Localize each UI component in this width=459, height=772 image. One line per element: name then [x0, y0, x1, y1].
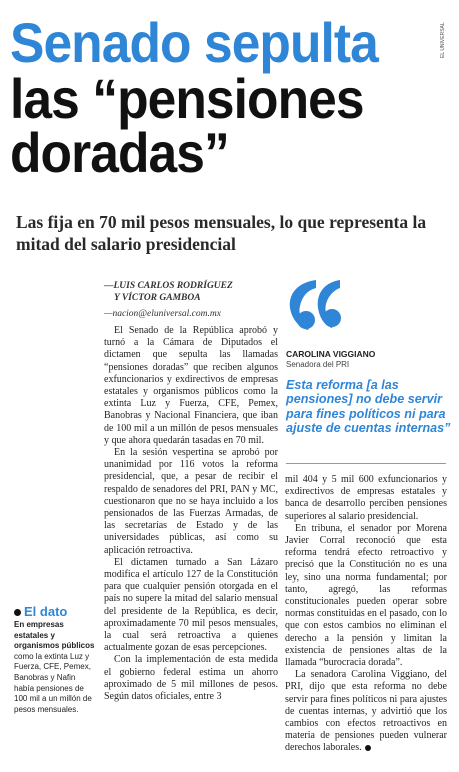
- quote-divider: [286, 463, 446, 464]
- article-paragraph: mil 404 y 5 mil 600 exfuncionarios y exdirectivos de empresas estatales y banca de desarrollo perciben pensiones superiores al salario presidencial.: [285, 474, 447, 522]
- headline-line-1: Senado sepulta: [10, 11, 378, 74]
- bullet-icon: [14, 609, 21, 616]
- article-paragraph: En tribuna, el senador por Morena Javier Corral reconoció que esta reforma tendrá efecto retroactivo y precisó que la Constitución no es una ley, sino una norma fundamental; por tanto, agregó, las reformas constitucionales pueden operar sobre normas constituidas en el pasado, con lo que con estos cambios no eliminan el derecho a la pensión y limitan la existencia de pensiones altas de la llamada “burocracia dorada”.: [285, 522, 447, 669]
- quote-mark-icon: [286, 276, 346, 336]
- el-dato-body: [14, 620, 96, 715]
- quote-person-role: Senadora del PRI: [286, 360, 350, 369]
- el-dato-text: como la extinta Luz y Fuerza, CFE, Pemex, Banobras y Nafin había pensiones de 100 mil a un millón de pesos mensuales.: [14, 651, 92, 714]
- byline-email: —nacion@eluniversal.com.mx: [104, 309, 221, 319]
- pull-quote: Esta reforma [a las pensiones] no debe servir para fines políticos ni para ajuste de cuentas internas”: [286, 378, 451, 436]
- article-paragraph: Con la implementación de esta medida el gobierno federal estima un ahorro aproximado de 5 mil millones de pesos. Según datos oficiales, entre 3: [104, 654, 278, 703]
- subheadline: Las fija en 70 mil pesos mensuales, lo que representa la mitad del salario presidencial: [16, 212, 427, 254]
- end-mark-icon: [365, 745, 371, 751]
- article-paragraph: El dictamen turnado a San Lázaro modifica el artículo 127 de la Constitución para que cualquier pensión otorgada en el país no supere la mitad del salario mensual del presidente de la República, es decir, aproximadamente 70 mil pesos mensuales, la cual será retroactiva a quienes actualmente gozan de esas percepciones.: [104, 556, 278, 654]
- el-dato-title: [14, 604, 67, 619]
- article-column-1: [104, 325, 278, 703]
- byline-authors-1: —LUIS CARLOS RODRÍGUEZ: [104, 281, 233, 291]
- headline: [10, 11, 401, 184]
- headline-line-3: doradas”: [10, 121, 229, 184]
- article-column-2: [285, 474, 447, 755]
- el-dato-label: El dato: [24, 604, 68, 619]
- article-paragraph: El Senado de la República aprobó y turnó a la Cámara de Diputados el dictamen que sepulta las llamadas “pensiones doradas” que reciben algunos exfuncionarios y exdirectivos de empresas estatales y organismos públicos como la extinta Luz y Fuerza, CFE, Pemex, Banobras y Nacional Financiera, que iban de 100 mil a un millón de pesos mensuales y que ahora quedarán tasadas en 70 mil.: [104, 325, 278, 446]
- byline-authors-2: Y VÍCTOR GAMBOA: [114, 293, 201, 303]
- article-paragraph-last: [285, 669, 447, 754]
- byline: [104, 280, 274, 320]
- side-code: EL UNIVERSAL: [440, 22, 446, 58]
- article-paragraph-text: La senadora Carolina Viggiano, del PRI, dijo que esta reforma no debe servir para fines políticos ni para ajustes de cuentas internas, y advirtió que los cambios con efectos retroactivos en materia de pensiones pueden vulnerar derechos laborales.: [285, 669, 447, 754]
- article-paragraph: En la sesión vespertina se aprobó por unanimidad por 116 votos la reforma presidencial, que, a pesar de recibir el respaldo de senadores del PRI, PAN y MC, cuestionaron que no se haya incluido a los pensionados de las Fuerzas Armadas, de las secretarías de Estado y de las universidades públicas, así como su aplicación retroactiva.: [104, 447, 278, 556]
- el-dato-bold: En empresas estatales y organismos públicos: [14, 620, 95, 651]
- headline-line-2: las “pensiones: [10, 67, 364, 130]
- quote-person-name: CAROLINA VIGGIANO: [286, 349, 376, 359]
